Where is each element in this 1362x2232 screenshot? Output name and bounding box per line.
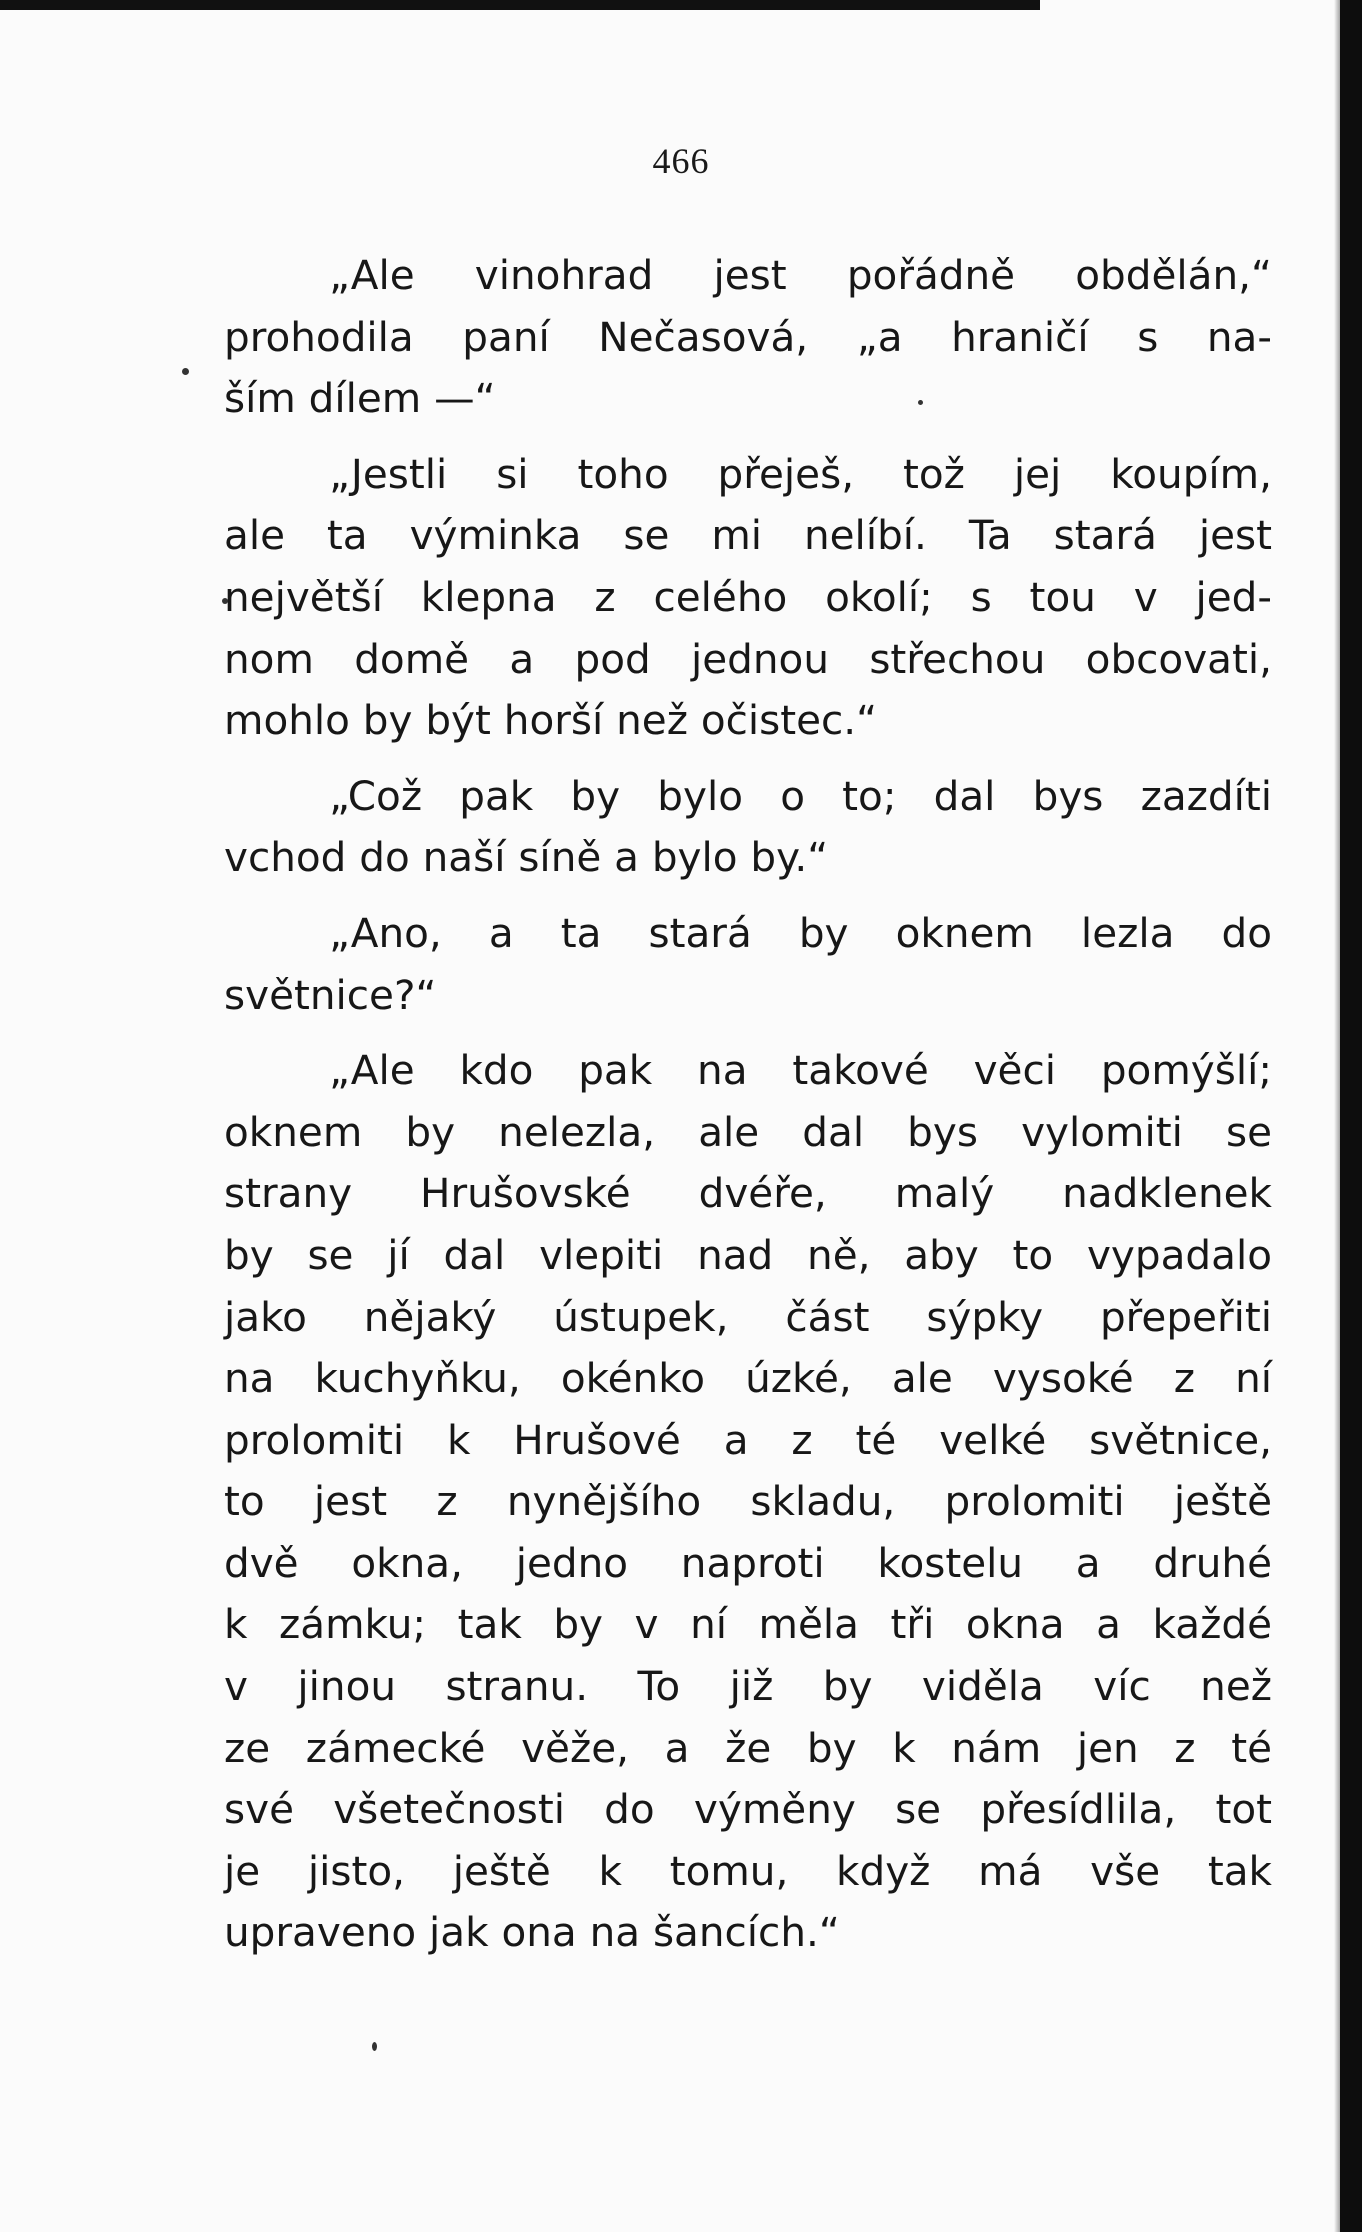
text-line: „Jestli si toho přeješ, tož jej koupím, — [329, 449, 1272, 498]
paragraph — [224, 903, 1272, 1026]
text-line: je jisto, ještě k tomu, když má vše tak — [224, 1846, 1272, 1895]
speck-mark — [372, 2042, 377, 2051]
text-line: světnice?“ — [224, 970, 437, 1019]
paragraph — [224, 245, 1272, 430]
speck-mark — [182, 368, 189, 375]
scan-top-border — [0, 0, 1040, 10]
text-line: „Což pak by bylo o to; dal bys zazdíti — [329, 771, 1272, 820]
text-line: dvě okna, jedno naproti kostelu a druhé — [224, 1538, 1272, 1587]
text-line: ale ta výminka se mi nelíbí. Ta stará jest — [224, 511, 1272, 560]
text-line: největší klepna z celého okolí; s tou v jed- — [224, 572, 1272, 621]
text-line: to jest z nynějšího skladu, prolomiti ještě — [224, 1477, 1272, 1526]
text-line: své všetečnosti do výměny se přesídlila, tot — [224, 1785, 1272, 1834]
text-line: na kuchyňku, okénko úzké, ale vysoké z ní — [224, 1354, 1272, 1403]
paragraph — [224, 444, 1272, 752]
text-line: prolomiti k Hrušové a z té velké světnice, — [224, 1415, 1272, 1464]
text-line: oknem by nelezla, ale dal bys vylomiti se — [224, 1107, 1272, 1156]
text-line: ším dílem —“ — [224, 374, 496, 423]
text-line: prohodila paní Nečasová, „a hraničí s na- — [224, 312, 1272, 361]
text-line: „Ano, a ta stará by oknem lezla do — [329, 908, 1272, 957]
paragraph — [224, 766, 1272, 889]
text-line: vchod do naší síně a bylo by.“ — [224, 833, 829, 882]
body-text — [224, 245, 1272, 1978]
text-line: upraveno jak ona na šancích.“ — [224, 1908, 840, 1957]
text-line: ze zámecké věže, a že by k nám jen z té — [224, 1723, 1272, 1772]
text-line: k zámku; tak by v ní měla tři okna a každé — [224, 1600, 1272, 1649]
text-line: „Ale vinohrad jest pořádně obdělán,“ — [329, 251, 1272, 299]
page-number: 466 — [652, 141, 710, 181]
text-line: v jinou stranu. To již by viděla víc než — [224, 1662, 1272, 1711]
text-line: by se jí dal vlepiti nad ně, aby to vypadalo — [224, 1230, 1272, 1279]
text-line: strany Hrušovské dvéře, malý nadklenek — [224, 1169, 1272, 1218]
text-line: nom domě a pod jednou střechou obcovati, — [224, 634, 1272, 683]
scan-right-border — [1340, 0, 1362, 2232]
text-line: „Ale kdo pak na takové věci pomýšlí; — [329, 1046, 1272, 1095]
text-line: jako nějaký ústupek, část sýpky přepeřiti — [224, 1292, 1272, 1341]
paragraph — [224, 1040, 1272, 1964]
text-line: mohlo by být horší než očistec.“ — [224, 696, 878, 745]
